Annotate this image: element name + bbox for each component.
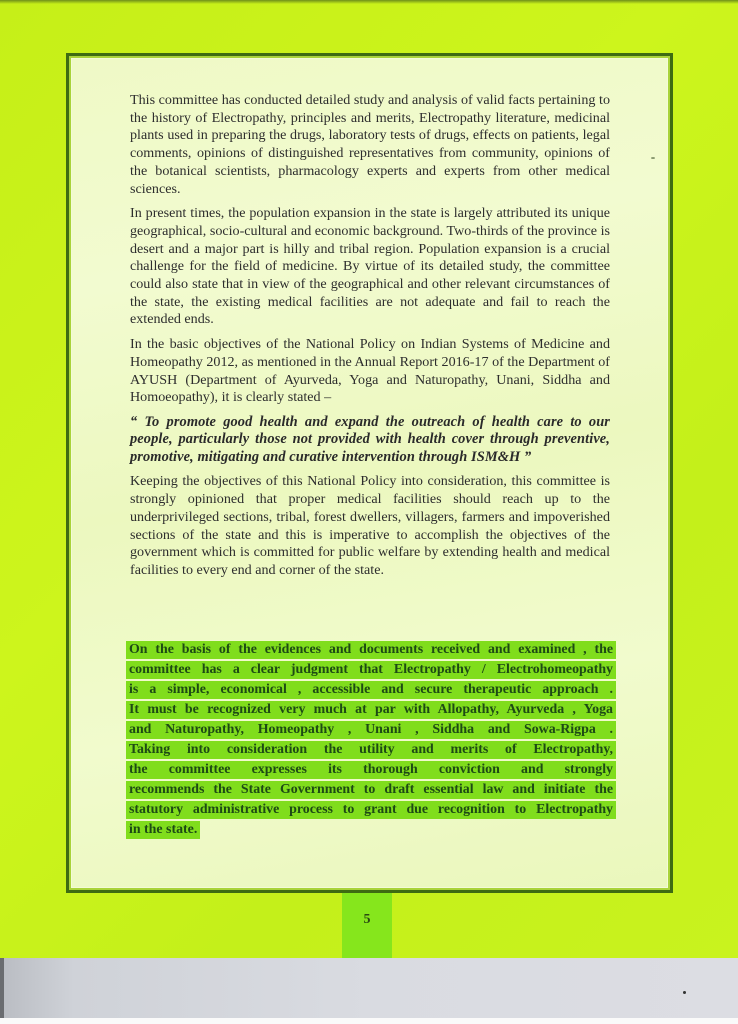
paragraph-study-analysis: This committee has conducted detailed study and analysis of valid facts pertaining to the history of Electropathy, principles and merits, Electropathy literature, medicinal plants used in preparing the drugs, laboratory tests of drugs, effects on patients, legal comments, opinions of distinguished representatives from community, opinions of the botanical scientists, pharmacology experts and experts from other medical sciences. [130,92,610,197]
paragraph-national-policy: In the basic objectives of the National Policy on Indian Systems of Medicine and Homeopathy 2012, as mentioned in the Annual Report 2016-17 of the Department of AYUSH (Department of Ayurveda, Yoga and Naturopathy, Unani, Siddha and Homoeopathy), it is clearly stated – [130,336,610,406]
highlighted-line: statutory administrative process to grant due recognition to Electropathy [126,801,616,819]
scan-speck [683,991,686,994]
highlighted-line: and Naturopathy, Homeopathy , Unani , Siddha and Sowa-Rigpa . [126,721,616,739]
scan-margin-strip [0,958,738,1018]
page-top-shadow [0,0,738,4]
paragraph-population-expansion: In present times, the population expansion in the state is largely attributed its unique geographical, socio-cultural and economic background. Two-thirds of the province is desert and a major part is hilly and tribal region. Population expansion is a crucial challenge for the field of medicine. By virtue of its detailed study, the committee could also state that in view of the geographical and other relevant circumstances of the state, the existing medical facilities are not adequate and fail to reach the extended ends. [130,205,610,328]
scan-edge-shadow [0,958,4,1018]
document-body [130,92,610,587]
page-number: 5 [363,912,371,927]
highlighted-line: committee has a clear judgment that Electropathy / Electrohomeopathy [126,661,616,679]
highlighted-line: recommends the State Government to draft essential law and initiate the [126,781,616,799]
highlighted-line: Taking into consideration the utility and merits of Electropathy, [126,741,616,759]
page-number-tab [342,893,392,958]
scan-speck [651,157,655,159]
highlighted-line: On the basis of the evidences and documents received and examined , the [126,641,616,659]
scan-bottom-edge [0,1018,738,1024]
highlighted-line: is a simple, economical , accessible and secure therapeutic approach . [126,681,616,699]
highlighted-line: in the state. [126,821,200,839]
policy-quote: “ To promote good health and expand the outreach of health care to our people, particularly those not provided with health cover through preventive, promotive, mitigating and curative intervention through ISM&H ” [130,413,610,465]
highlighted-recommendation [126,641,616,846]
paragraph-committee-opinion: Keeping the objectives of this National Policy into consideration, this committee is strongly opinioned that proper medical facilities should reach up to the underprivileged sections, tribal, forest dwellers, villagers, farmers and impoverished sections of the state and this is imperative to accomplish the objectives of the government which is committed for public welfare by extending health and medical facilities to every end and corner of the state. [130,473,610,578]
highlighted-line: It must be recognized very much at par with Allopathy, Ayurveda , Yoga [126,701,616,719]
highlighted-line: the committee expresses its thorough conviction and strongly [126,761,616,779]
